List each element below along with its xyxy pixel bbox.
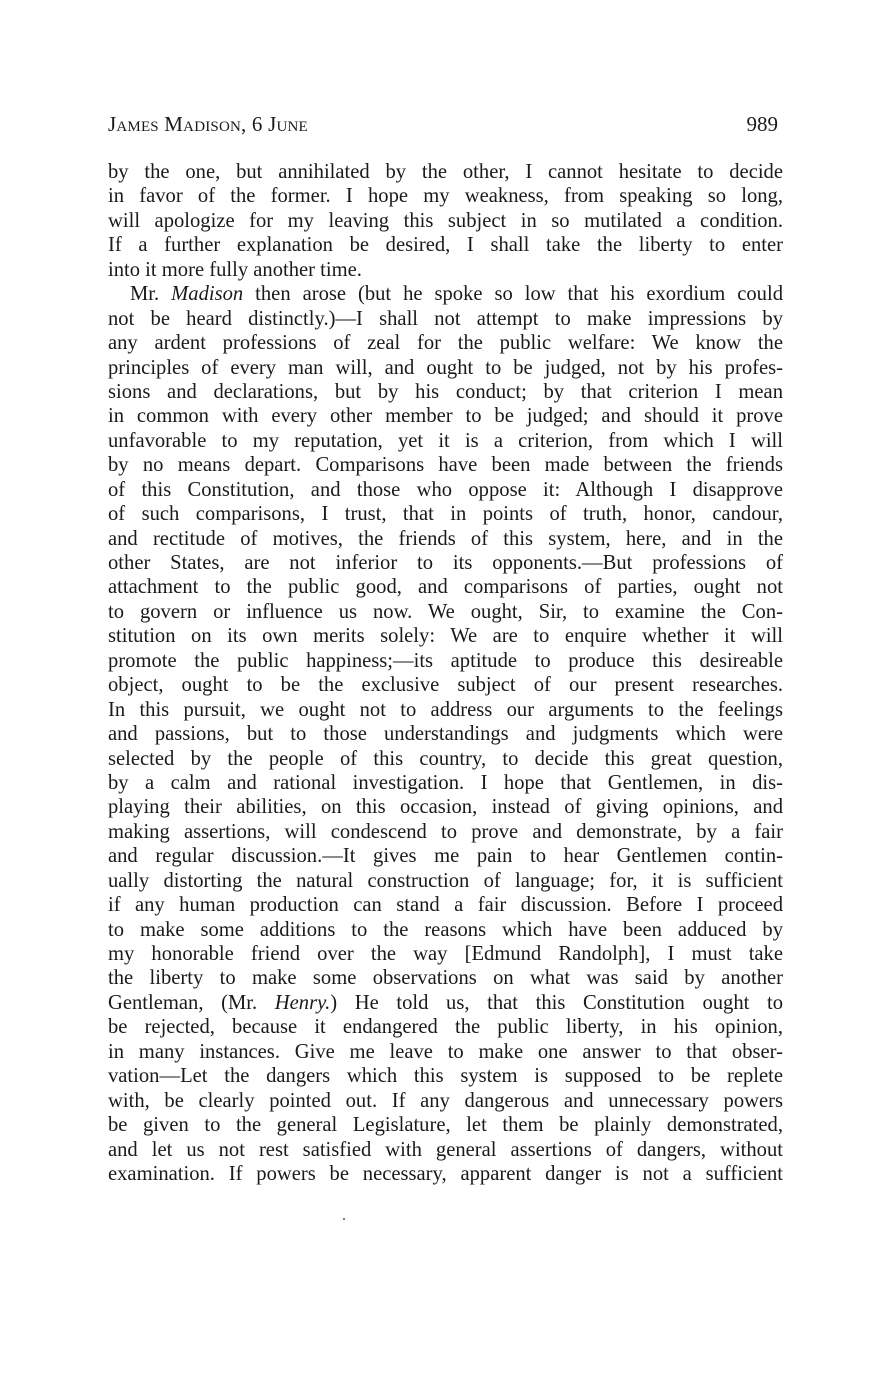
page-number: 989 — [746, 112, 778, 136]
text-line: of such comparisons, I trust, that in points of truth, honor, candour, — [108, 503, 783, 526]
text-line: in common with every other member to be judged; and should it prove — [108, 405, 783, 428]
text-line: attachment to the public good, and comparisons of parties, ought not — [108, 576, 783, 599]
page-header — [108, 112, 778, 142]
text-line: my honorable friend over the way [Edmund Randolph], I must take — [108, 943, 783, 965]
text-line: other States, are not inferior to its opponents.—But professions of — [108, 552, 783, 574]
text-fragment: Gentleman, (Mr. — [108, 991, 275, 1014]
text-line: object, ought to be the exclusive subject of our present researches. — [108, 674, 783, 697]
text-line: be rejected, because it endangered the public liberty, in his opinion, — [108, 1016, 783, 1039]
text-line: and rectitude of motives, the friends of this system, here, and in the — [108, 527, 783, 550]
speaker-name: Henry. — [274, 991, 331, 1014]
text-line: with, be clearly pointed out. If any dangerous and unnecessary powers — [108, 1089, 783, 1112]
text-line: promote the public happiness;—its aptitude to produce this desireable — [108, 649, 783, 672]
text-line: and regular discussion.—It gives me pain to hear Gentlemen contin- — [108, 845, 783, 868]
stray-ink-mark — [343, 1218, 345, 1220]
text-line: selected by the people of this country, to decide this great question, — [108, 747, 783, 770]
text-line: stitution on its own merits solely: We are to enquire whether it will — [108, 625, 783, 648]
text-line: examination. If powers be necessary, apparent danger is not a sufficient — [108, 1162, 783, 1185]
text-line: by a calm and rational investigation. I hope that Gentlemen, in dis- — [108, 771, 783, 794]
text-line: to govern or influence us now. We ought, Sir, to examine the Con- — [108, 600, 783, 623]
text-line: and let us not rest satisfied with general assertions of dangers, without — [108, 1138, 783, 1161]
text-line: in favor of the former. I hope my weakness, from speaking so long, — [108, 185, 783, 208]
text-line: will apologize for my leaving this subject in so mutilated a condition. — [108, 209, 783, 232]
text-line: be given to the general Legislature, let them be plainly demonstrated, — [108, 1114, 783, 1137]
speaker-name: Madison — [171, 283, 244, 306]
text-line: not be heard distinctly.)—I shall not attempt to make impressions by — [108, 307, 783, 330]
text-line: of this Constitution, and those who oppose it: Although I disapprove — [108, 478, 783, 501]
text-line: to make some additions to the reasons which have been adduced by — [108, 918, 783, 941]
text-line — [108, 282, 783, 306]
body-text — [108, 160, 783, 1186]
text-line: playing their abilities, on this occasion, instead of giving opinions, and — [108, 796, 783, 819]
running-head: James Madison, 6 June — [108, 112, 308, 136]
text-fragment: ) He told us, that this Constitution ought to — [330, 991, 783, 1014]
text-line: into it more fully another time. — [108, 258, 362, 281]
text-line: any ardent professions of zeal for the public welfare: We know the — [108, 332, 783, 355]
text-line: if any human production can stand a fair discussion. Before I proceed — [108, 894, 783, 917]
text-fragment: Mr. — [130, 283, 172, 306]
text-line: If a further explanation be desired, I shall take the liberty to enter — [108, 234, 783, 257]
text-line: principles of every man will, and ought to be judged, not by his profes- — [108, 356, 783, 379]
text-line: by the one, but annihilated by the other, I cannot hesitate to decide — [108, 161, 783, 183]
text-line: ually distorting the natural construction of language; for, it is sufficient — [108, 869, 783, 892]
text-line: vation—Let the dangers which this system is supposed to be replete — [108, 1065, 783, 1088]
text-line: in many instances. Give me leave to make one answer to that obser- — [108, 1040, 783, 1063]
text-line: making assertions, will condescend to prove and demonstrate, by a fair — [108, 820, 783, 843]
text-line: and passions, but to those understandings and judgments which were — [108, 723, 783, 746]
text-fragment: then arose (but he spoke so low that his exordium could — [243, 283, 783, 306]
text-line — [108, 991, 783, 1015]
text-line: by no means depart. Comparisons have been made between the friends — [108, 454, 783, 477]
text-line: sions and declarations, but by his conduct; by that criterion I mean — [108, 380, 783, 403]
text-line: In this pursuit, we ought not to address our arguments to the feelings — [108, 698, 783, 721]
text-line: unfavorable to my reputation, yet it is a criterion, from which I will — [108, 429, 783, 452]
text-line: the liberty to make some observations on what was said by another — [108, 967, 783, 990]
